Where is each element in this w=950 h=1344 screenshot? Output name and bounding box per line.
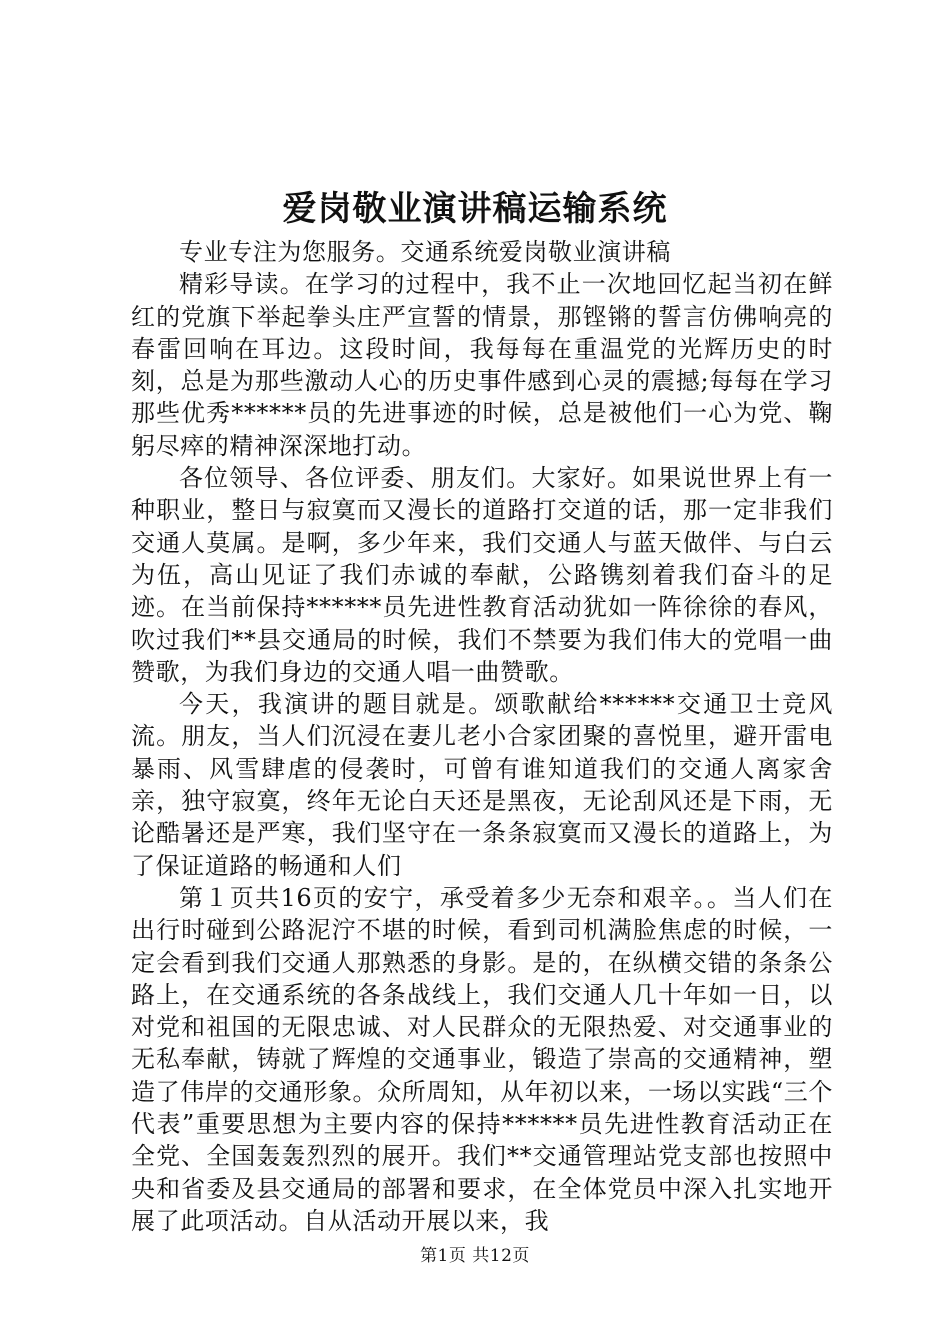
paragraph: 第１页共16页的安宁，承受着多少无奈和艰辛。。当人们在出行时碰到公路泥泞不堪的时候，看到司机满脸焦虑的时候，一定会看到我们交通人那熟悉的身影。是的，在纵横交错的条条公路上，在交通系统的各条战线上，我们交通人几十年如一日，以对党和祖国的无限忠诚、对人民群众的无限热爱、对交通事业的无私奉献，铸就了辉煌的交通事业，锻造了崇高的交通精神，塑造了伟岸的交通形象。众所周知，从年初以来，一场以实践“三个代表”重要思想为主要内容的保持******员先进性教育活动正在全党、全国轰轰烈烈的展开。我们**交通管理站党支部也按照中央和省委及县交通局的部署和要求，在全体党员中深入扎实地开展了此项活动。自从活动开展以来，我: [131, 883, 833, 1235]
paragraph: 今天，我演讲的题目就是。颂歌献给******交通卫士竞风流。朋友，当人们沉浸在妻儿老小合家团聚的喜悦里，避开雷电暴雨、风雪肆虐的侵袭时，可曾有谁知道我们的交通人离家舍亲，独守寂寞，终年无论白天还是黑夜，无论刮风还是下雨，无论酷暑还是严寒，我们坚守在一条条寂寞而又漫长的道路上，为了保证道路的畅通和人们: [131, 690, 833, 880]
paragraph: 专业专注为您服务。交通系统爱岗敬业演讲稿: [179, 238, 671, 266]
document-title: 爱岗敬业演讲稿运输系统: [282, 189, 668, 229]
page-number-footer: 第1页 共12页: [420, 1246, 530, 1266]
paragraph: 精彩导读。在学习的过程中，我不止一次地回忆起当初在鲜红的党旗下举起拳头庄严宣誓的情景，那铿锵的誓言仿佛响亮的春雷回响在耳边。这段时间，我每每在重温党的光辉历史的时刻，总是为那些激动人心的历史事件感到心灵的震撼;每每在学习那些优秀******员的先进事迹的时候，总是被他们一心为党、鞠躬尽瘁的精神深深地打动。: [131, 270, 833, 460]
document-body: [131, 236, 833, 1237]
paragraph: 各位领导、各位评委、朋友们。大家好。如果说世界上有一种职业，整日与寂寞而又漫长的道路打交道的话，那一定非我们交通人莫属。是啊，多少年来，我们交通人与蓝天做伴、与白云为伍，高山见证了我们赤诚的奉献，公路镌刻着我们奋斗的足迹。在当前保持******员先进性教育活动犹如一阵徐徐的春风，吹过我们**县交通局的时候，我们不禁要为我们伟大的党唱一曲赞歌，为我们身边的交通人唱一曲赞歌。: [131, 464, 833, 686]
